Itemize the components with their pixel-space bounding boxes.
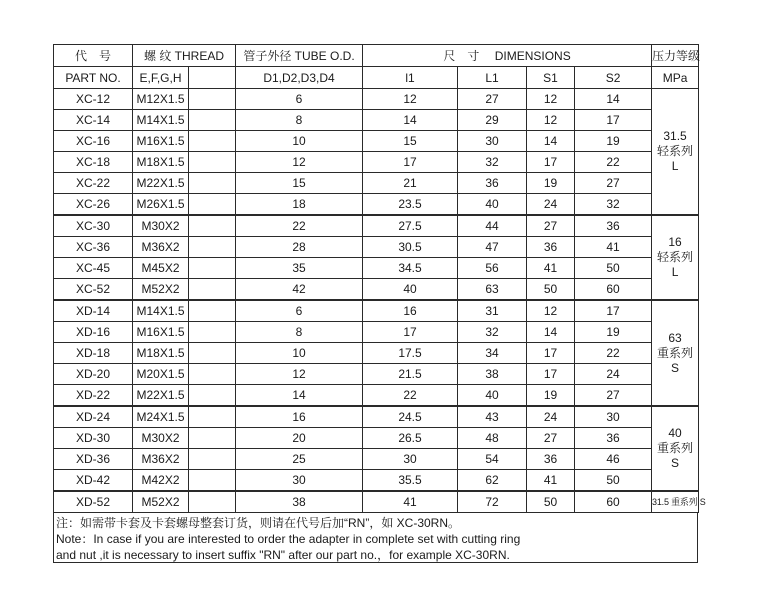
cell-l1: 48 bbox=[458, 428, 527, 449]
cell-s2: 50 bbox=[575, 470, 652, 492]
cell-l1: 40 bbox=[458, 194, 527, 216]
cell-l1: 21.5 bbox=[363, 364, 458, 385]
header-part-no: PART NO. bbox=[54, 67, 133, 89]
cell-thread: M36X2 bbox=[133, 237, 189, 258]
cell-l1: 32 bbox=[458, 322, 527, 343]
cell-s2: 27 bbox=[575, 173, 652, 194]
cell-l1: 24.5 bbox=[363, 406, 458, 428]
cell-d: 10 bbox=[236, 131, 363, 152]
header-d: D1,D2,D3,D4 bbox=[236, 67, 363, 89]
header-thread: 螺 纹 THREAD bbox=[133, 45, 236, 67]
cell-s2: 17 bbox=[575, 300, 652, 322]
cell-d: 38 bbox=[236, 491, 363, 513]
pressure-class-series: 轻系列 bbox=[657, 250, 694, 264]
cell-part: XD-42 bbox=[54, 470, 133, 492]
cell-s1: 27 bbox=[527, 215, 575, 237]
cell-d: 10 bbox=[236, 343, 363, 364]
cell-d: 18 bbox=[236, 194, 363, 216]
cell-blank bbox=[189, 322, 236, 343]
cell-blank bbox=[189, 428, 236, 449]
cell-l1: 17 bbox=[363, 152, 458, 173]
cell-part: XC-18 bbox=[54, 152, 133, 173]
pressure-class-series: 重系列 bbox=[657, 345, 694, 360]
cell-l1: 34.5 bbox=[363, 258, 458, 279]
cell-l1: 72 bbox=[458, 491, 527, 513]
cell-d: 42 bbox=[236, 279, 363, 301]
cell-s2: 41 bbox=[575, 237, 652, 258]
cell-thread: M14X1.5 bbox=[133, 300, 189, 322]
cell-l1: 16 bbox=[363, 300, 458, 322]
table-row bbox=[54, 89, 699, 110]
cell-part: XD-16 bbox=[54, 322, 133, 343]
cell-part: XC-12 bbox=[54, 89, 133, 110]
cell-blank bbox=[189, 300, 236, 322]
cell-l1: 17.5 bbox=[363, 343, 458, 364]
cell-blank bbox=[189, 364, 236, 385]
cell-s1: 17 bbox=[527, 364, 575, 385]
cell-blank bbox=[189, 89, 236, 110]
cell-s2: 60 bbox=[575, 279, 652, 301]
cell-l1: 63 bbox=[458, 279, 527, 301]
cell-s1: 19 bbox=[527, 173, 575, 194]
cell-blank bbox=[189, 215, 236, 237]
cell-thread: M45X2 bbox=[133, 258, 189, 279]
cell-s1: 12 bbox=[527, 89, 575, 110]
table-row bbox=[54, 364, 699, 385]
cell-blank bbox=[189, 194, 236, 216]
cell-blank bbox=[189, 279, 236, 301]
table-row bbox=[54, 322, 699, 343]
cell-part: XC-16 bbox=[54, 131, 133, 152]
cell-l1: 12 bbox=[363, 89, 458, 110]
pressure-class-letter: S bbox=[671, 456, 680, 470]
cell-blank bbox=[189, 449, 236, 470]
header-S1: S1 bbox=[527, 67, 575, 89]
table-row bbox=[54, 343, 699, 364]
cell-d: 28 bbox=[236, 237, 363, 258]
cell-d: 16 bbox=[236, 406, 363, 428]
cell-d: 12 bbox=[236, 364, 363, 385]
table-row bbox=[54, 279, 699, 301]
header-S2: S2 bbox=[575, 67, 652, 89]
note-chinese: 注：如需带卡套及卡套螺母整套订货，则请在代号后加“RN”，如 XC-30RN。 bbox=[56, 516, 461, 530]
cell-s2: 17 bbox=[575, 110, 652, 131]
cell-s2: 60 bbox=[575, 491, 652, 513]
cell-d: 35 bbox=[236, 258, 363, 279]
cell-l1: 23.5 bbox=[363, 194, 458, 216]
table-row bbox=[54, 173, 699, 194]
cell-s2: 19 bbox=[575, 131, 652, 152]
cell-d: 25 bbox=[236, 449, 363, 470]
cell-thread: M36X2 bbox=[133, 449, 189, 470]
cell-s1: 19 bbox=[527, 385, 575, 407]
cell-thread: M52X2 bbox=[133, 491, 189, 513]
cell-s2: 36 bbox=[575, 215, 652, 237]
header-code: 代 号 bbox=[54, 45, 133, 67]
cell-l1: 17 bbox=[363, 322, 458, 343]
cell-thread: M20X1.5 bbox=[133, 364, 189, 385]
table-row bbox=[54, 215, 699, 237]
header-L1: L1 bbox=[458, 67, 527, 89]
cell-thread: M52X2 bbox=[133, 279, 189, 301]
cell-l1: 38 bbox=[458, 364, 527, 385]
cell-l1: 43 bbox=[458, 406, 527, 428]
cell-s2: 27 bbox=[575, 385, 652, 407]
cell-d: 30 bbox=[236, 470, 363, 492]
cell-thread: M16X1.5 bbox=[133, 131, 189, 152]
cell-s1: 17 bbox=[527, 152, 575, 173]
cell-s1: 36 bbox=[527, 237, 575, 258]
cell-s1: 17 bbox=[527, 343, 575, 364]
cell-l1: 35.5 bbox=[363, 470, 458, 492]
cell-l1: 54 bbox=[458, 449, 527, 470]
cell-d: 15 bbox=[236, 173, 363, 194]
table-row bbox=[54, 194, 699, 216]
cell-blank bbox=[189, 385, 236, 407]
cell-part: XD-22 bbox=[54, 385, 133, 407]
cell-d: 8 bbox=[236, 110, 363, 131]
cell-s2: 36 bbox=[575, 428, 652, 449]
cell-thread: M30X2 bbox=[133, 215, 189, 237]
cell-s1: 14 bbox=[527, 322, 575, 343]
table-row bbox=[54, 491, 699, 513]
cell-s2: 50 bbox=[575, 258, 652, 279]
cell-part: XC-52 bbox=[54, 279, 133, 301]
cell-s2: 24 bbox=[575, 364, 652, 385]
cell-thread: M16X1.5 bbox=[133, 322, 189, 343]
table-row bbox=[54, 406, 699, 428]
cell-blank bbox=[189, 470, 236, 492]
pressure-class-value: 16 bbox=[668, 235, 682, 249]
cell-thread: M18X1.5 bbox=[133, 343, 189, 364]
cell-l1: 29 bbox=[458, 110, 527, 131]
header-tube: 管子外径 TUBE O.D. bbox=[236, 45, 363, 67]
cell-s1: 50 bbox=[527, 491, 575, 513]
cell-s1: 24 bbox=[527, 406, 575, 428]
cell-l1: 56 bbox=[458, 258, 527, 279]
table-row bbox=[54, 385, 699, 407]
dimension-table bbox=[53, 44, 706, 513]
cell-part: XC-22 bbox=[54, 173, 133, 194]
cell-part: XD-36 bbox=[54, 449, 133, 470]
table-row bbox=[54, 131, 699, 152]
pressure-class-cell bbox=[652, 300, 699, 406]
header-l1-small: l1 bbox=[363, 67, 458, 89]
table-row bbox=[54, 428, 699, 449]
table-row bbox=[54, 237, 699, 258]
header-efgh: E,F,G,H bbox=[133, 67, 189, 89]
cell-thread: M42X2 bbox=[133, 470, 189, 492]
table-row bbox=[54, 300, 699, 322]
cell-blank bbox=[189, 152, 236, 173]
pressure-class-series: 重系列 bbox=[657, 441, 694, 455]
cell-s2: 30 bbox=[575, 406, 652, 428]
table-row bbox=[54, 449, 699, 470]
cell-s2: 22 bbox=[575, 343, 652, 364]
cell-s1: 41 bbox=[527, 470, 575, 492]
cell-l1: 15 bbox=[363, 131, 458, 152]
cell-l1: 40 bbox=[458, 385, 527, 407]
pressure-class-cell bbox=[652, 406, 699, 491]
cell-s2: 14 bbox=[575, 89, 652, 110]
cell-s2: 32 bbox=[575, 194, 652, 216]
cell-s1: 12 bbox=[527, 110, 575, 131]
cell-d: 6 bbox=[236, 300, 363, 322]
cell-s2: 19 bbox=[575, 322, 652, 343]
cell-part: XD-24 bbox=[54, 406, 133, 428]
cell-l1: 21 bbox=[363, 173, 458, 194]
cell-part: XD-18 bbox=[54, 343, 133, 364]
cell-blank bbox=[189, 406, 236, 428]
pressure-class-cell bbox=[652, 215, 699, 300]
cell-part: XD-20 bbox=[54, 364, 133, 385]
table-row bbox=[54, 258, 699, 279]
cell-thread: M26X1.5 bbox=[133, 194, 189, 216]
cell-l1: 44 bbox=[458, 215, 527, 237]
table-row bbox=[54, 152, 699, 173]
cell-l1: 30 bbox=[458, 131, 527, 152]
cell-l1: 36 bbox=[458, 173, 527, 194]
header-row-1 bbox=[54, 45, 699, 67]
header-pressure: 压力等级 bbox=[652, 45, 699, 67]
cell-blank bbox=[189, 110, 236, 131]
cell-part: XD-14 bbox=[54, 300, 133, 322]
cell-blank bbox=[189, 131, 236, 152]
cell-s2: 22 bbox=[575, 152, 652, 173]
cell-s1: 41 bbox=[527, 258, 575, 279]
cell-d: 6 bbox=[236, 89, 363, 110]
cell-l1: 31 bbox=[458, 300, 527, 322]
cell-blank bbox=[189, 258, 236, 279]
cell-part: XD-52 bbox=[54, 491, 133, 513]
cell-l1: 14 bbox=[363, 110, 458, 131]
pressure-class-letter: L bbox=[671, 265, 679, 279]
cell-d: 8 bbox=[236, 322, 363, 343]
dimension-table-block bbox=[53, 44, 706, 563]
pressure-class-cell bbox=[652, 491, 706, 513]
pressure-class-value: 40 bbox=[668, 426, 682, 440]
cell-thread: M18X1.5 bbox=[133, 152, 189, 173]
cell-d: 20 bbox=[236, 428, 363, 449]
cell-l1: 47 bbox=[458, 237, 527, 258]
cell-thread: M24X1.5 bbox=[133, 406, 189, 428]
cell-l1: 30.5 bbox=[363, 237, 458, 258]
cell-s1: 36 bbox=[527, 449, 575, 470]
cell-blank bbox=[189, 237, 236, 258]
cell-d: 12 bbox=[236, 152, 363, 173]
cell-l1: 26.5 bbox=[363, 428, 458, 449]
cell-l1: 22 bbox=[363, 385, 458, 407]
cell-l1: 30 bbox=[363, 449, 458, 470]
header-blank bbox=[189, 67, 236, 89]
pressure-class-series: 轻系列 bbox=[657, 144, 694, 158]
pressure-class-letter: S bbox=[671, 360, 680, 375]
cell-thread: M12X1.5 bbox=[133, 89, 189, 110]
cell-part: XC-45 bbox=[54, 258, 133, 279]
cell-thread: M22X1.5 bbox=[133, 173, 189, 194]
note-english-line-1: Note：In case if you are interested to order the adapter in complete set with cutting ring bbox=[56, 532, 521, 546]
cell-d: 22 bbox=[236, 215, 363, 237]
pressure-class-letter: L bbox=[671, 159, 679, 173]
cell-l1: 27.5 bbox=[363, 215, 458, 237]
cell-blank bbox=[189, 343, 236, 364]
cell-s2: 46 bbox=[575, 449, 652, 470]
cell-part: XC-26 bbox=[54, 194, 133, 216]
pressure-class-cell bbox=[652, 89, 699, 216]
cell-s1: 24 bbox=[527, 194, 575, 216]
pressure-class-value: 63 bbox=[668, 330, 682, 345]
cell-s1: 27 bbox=[527, 428, 575, 449]
order-note bbox=[53, 513, 698, 563]
cell-thread: M30X2 bbox=[133, 428, 189, 449]
cell-blank bbox=[189, 491, 236, 513]
cell-part: XD-30 bbox=[54, 428, 133, 449]
cell-part: XC-14 bbox=[54, 110, 133, 131]
cell-s1: 12 bbox=[527, 300, 575, 322]
pressure-class-value: 31.5 bbox=[663, 129, 687, 143]
header-row-2 bbox=[54, 67, 699, 89]
cell-l1: 34 bbox=[458, 343, 527, 364]
cell-thread: M22X1.5 bbox=[133, 385, 189, 407]
cell-blank bbox=[189, 173, 236, 194]
note-english-line-2: and nut ,it is necessary to insert suffix "RN" after our part no.，for example XC-30RN. bbox=[56, 548, 510, 562]
cell-part: XC-30 bbox=[54, 215, 133, 237]
cell-l1: 32 bbox=[458, 152, 527, 173]
cell-l1: 27 bbox=[458, 89, 527, 110]
cell-l1: 41 bbox=[363, 491, 458, 513]
cell-s1: 50 bbox=[527, 279, 575, 301]
cell-d: 14 bbox=[236, 385, 363, 407]
table-row bbox=[54, 470, 699, 492]
header-pressure-unit: MPa bbox=[652, 67, 699, 89]
cell-part: XC-36 bbox=[54, 237, 133, 258]
table-row bbox=[54, 110, 699, 131]
cell-l1: 40 bbox=[363, 279, 458, 301]
cell-l1: 62 bbox=[458, 470, 527, 492]
cell-s1: 14 bbox=[527, 131, 575, 152]
pressure-class-text: 31.5 重系列 S bbox=[652, 497, 706, 507]
cell-thread: M14X1.5 bbox=[133, 110, 189, 131]
header-dimensions: 尺 寸 DIMENSIONS bbox=[363, 45, 652, 67]
